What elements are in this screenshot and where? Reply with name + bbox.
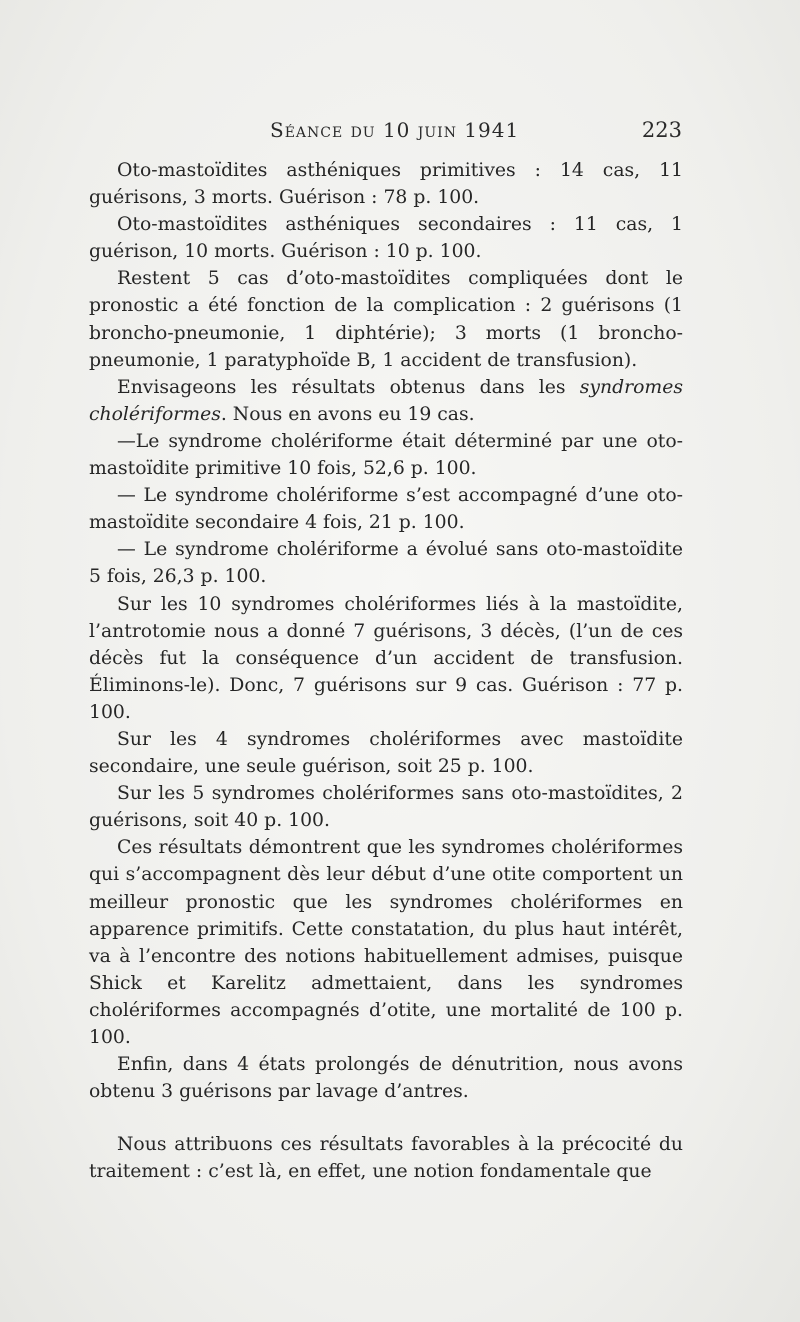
paragraph: —Le syndrome cholériforme était déterminé par une oto-mastoïdite primitive 10 fois, 52,6 p. 100. [89, 430, 683, 480]
paragraph [89, 374, 683, 428]
italic-term: syndromes cholériformes [89, 376, 683, 425]
page-header [0, 114, 800, 144]
paragraph: — Le syndrome cholériforme a évolué sans oto-mastoïdite 5 fois, 26,3 p. 100. [89, 539, 683, 588]
paragraph-text: . Nous en avons eu 19 cas. [220, 403, 475, 425]
paragraph: Sur les 4 syndromes cholériformes avec mastoïdite secondaire, une seule guérison, soit 25 p. 100. [89, 728, 683, 778]
running-title: Séance du 10 juin 1941 [270, 118, 520, 142]
paragraph-text: Envisageons les résultats obtenus dans les [117, 376, 580, 398]
paragraph: Sur les 10 syndromes cholériformes liés à la mastoïdite, l’antrotomie nous a donné 7 guérisons, 3 décès, (l’un de ces décès fut la conséquence d’un accident de transfusion. Éliminons-le). Donc, 7 guérisons sur 9 cas. Guérison : 77 p. 100. [89, 593, 683, 723]
paragraph: Restent 5 cas d’oto-mastoïdites compliquées dont le pronostic a été fonction de la complication : 2 guérisons (1 broncho-pneumonie, 1 diphtérie); 3 morts (1 broncho-pneumonie, 1 paratyphoïde B, 1 accident de transfusion). [89, 268, 683, 371]
paragraph: Nous attribuons ces résultats favorables à la précocité du traitement : c’est là, en effet, une notion fondamentale que [89, 1134, 683, 1183]
paragraph: Oto-mastoïdites asthéniques secondaires : 11 cas, 1 guérison, 10 morts. Guérison : 10 p. 100. [89, 214, 683, 263]
paragraph: Oto-mastoïdites asthéniques primitives : 14 cas, 11 guérisons, 3 morts. Guérison : 78 p. 100. [89, 160, 683, 209]
paragraph: Enfin, dans 4 états prolongés de dénutrition, nous avons obtenu 3 guérisons par lavage d’antres. [89, 1054, 683, 1103]
body-text [89, 157, 683, 1185]
paragraph: Sur les 5 syndromes cholériformes sans oto-mastoïdites, 2 guérisons, soit 40 p. 100. [89, 783, 683, 832]
page-number: 223 [641, 118, 682, 142]
paragraph: — Le syndrome cholériforme s’est accompagné d’une oto-mastoïdite secondaire 4 fois, 21 p. 100. [89, 485, 683, 534]
paragraph: Ces résultats démontrent que les syndromes cholériformes qui s’accompagnent dès leur début d’une otite comportent un meilleur pronostic que les syndromes cholériformes en apparence primitifs. Cette constatation, du plus haut intérêt, va à l’encontre des notions habituellement admises, puisque Shick et Karelitz admettaient, dans les syndromes cholériformes accompagnés d’otite, une mortalité de 100 p. 100. [89, 837, 683, 1048]
